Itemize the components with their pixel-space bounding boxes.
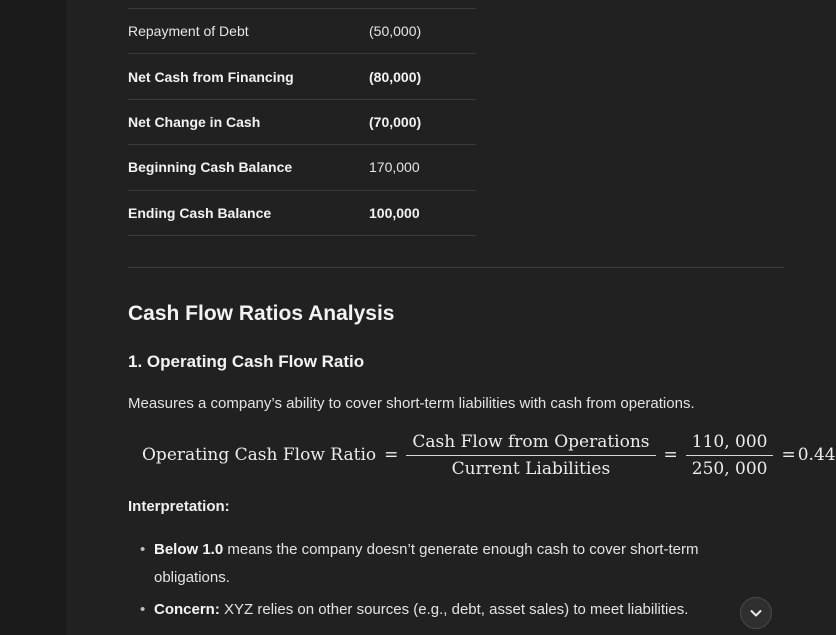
equals-sign: =: [663, 445, 678, 465]
row-value: 170,000: [369, 145, 476, 190]
equals-sign: =: [781, 445, 796, 465]
row-label: Beginning Cash Balance: [128, 145, 369, 190]
table-row: [128, 9, 476, 54]
interpretation-list: [128, 536, 728, 628]
list-item: [128, 536, 728, 592]
row-value: (70,000): [369, 99, 476, 144]
bullet-text: means the company doesn’t generate enough cash to cover short-term obligations.: [154, 541, 699, 586]
bullet-bold: Concern:: [154, 601, 220, 618]
bullet-text: XYZ relies on other sources (e.g., debt, asset sales) to meet liabilities.: [219, 601, 689, 618]
value-numerator: 110, 000: [686, 432, 774, 456]
row-value: 100,000: [369, 190, 476, 235]
ratio-description: Measures a company’s ability to cover short-term liabilities with cash from operations.: [128, 395, 695, 412]
row-value: (80,000): [369, 54, 476, 99]
table-row: [128, 190, 476, 235]
row-label: Net Cash from Financing: [128, 54, 369, 99]
sidebar: [0, 0, 66, 635]
row-label: Ending Cash Balance: [128, 190, 369, 235]
row-label: Repayment of Debt: [128, 9, 369, 54]
ratio-formula: [142, 430, 836, 480]
row-label: Net Change in Cash: [128, 99, 369, 144]
fraction-denominator: Current Liabilities: [451, 458, 611, 479]
row-value: (50,000): [369, 9, 476, 54]
section-divider: [128, 267, 784, 268]
formula-lhs: Operating Cash Flow Ratio: [142, 445, 377, 465]
chevron-down-icon: [748, 605, 764, 621]
chat-main: [66, 0, 836, 635]
ratio-subheading: 1. Operating Cash Flow Ratio: [128, 352, 365, 371]
list-item: [128, 596, 728, 624]
bullet-dot-icon: •: [140, 601, 146, 618]
interpretation-heading: Interpretation:: [128, 498, 230, 515]
formula-result: 0.44: [797, 445, 836, 465]
fraction-numerator: Cash Flow from Operations: [406, 432, 655, 456]
scroll-to-bottom-button[interactable]: [740, 597, 772, 629]
cash-flow-table: [128, 8, 476, 236]
bullet-dot-icon: •: [140, 541, 146, 558]
table-row: [128, 54, 476, 99]
bullet-bold: Below 1.0: [154, 541, 224, 558]
value-denominator: 250, 000: [691, 458, 768, 479]
equals-sign: =: [384, 445, 399, 465]
table-row: [128, 99, 476, 144]
formula-fraction: [406, 432, 655, 479]
table-row: [128, 145, 476, 190]
section-heading: Cash Flow Ratios Analysis: [128, 302, 395, 325]
value-fraction: [686, 432, 774, 479]
